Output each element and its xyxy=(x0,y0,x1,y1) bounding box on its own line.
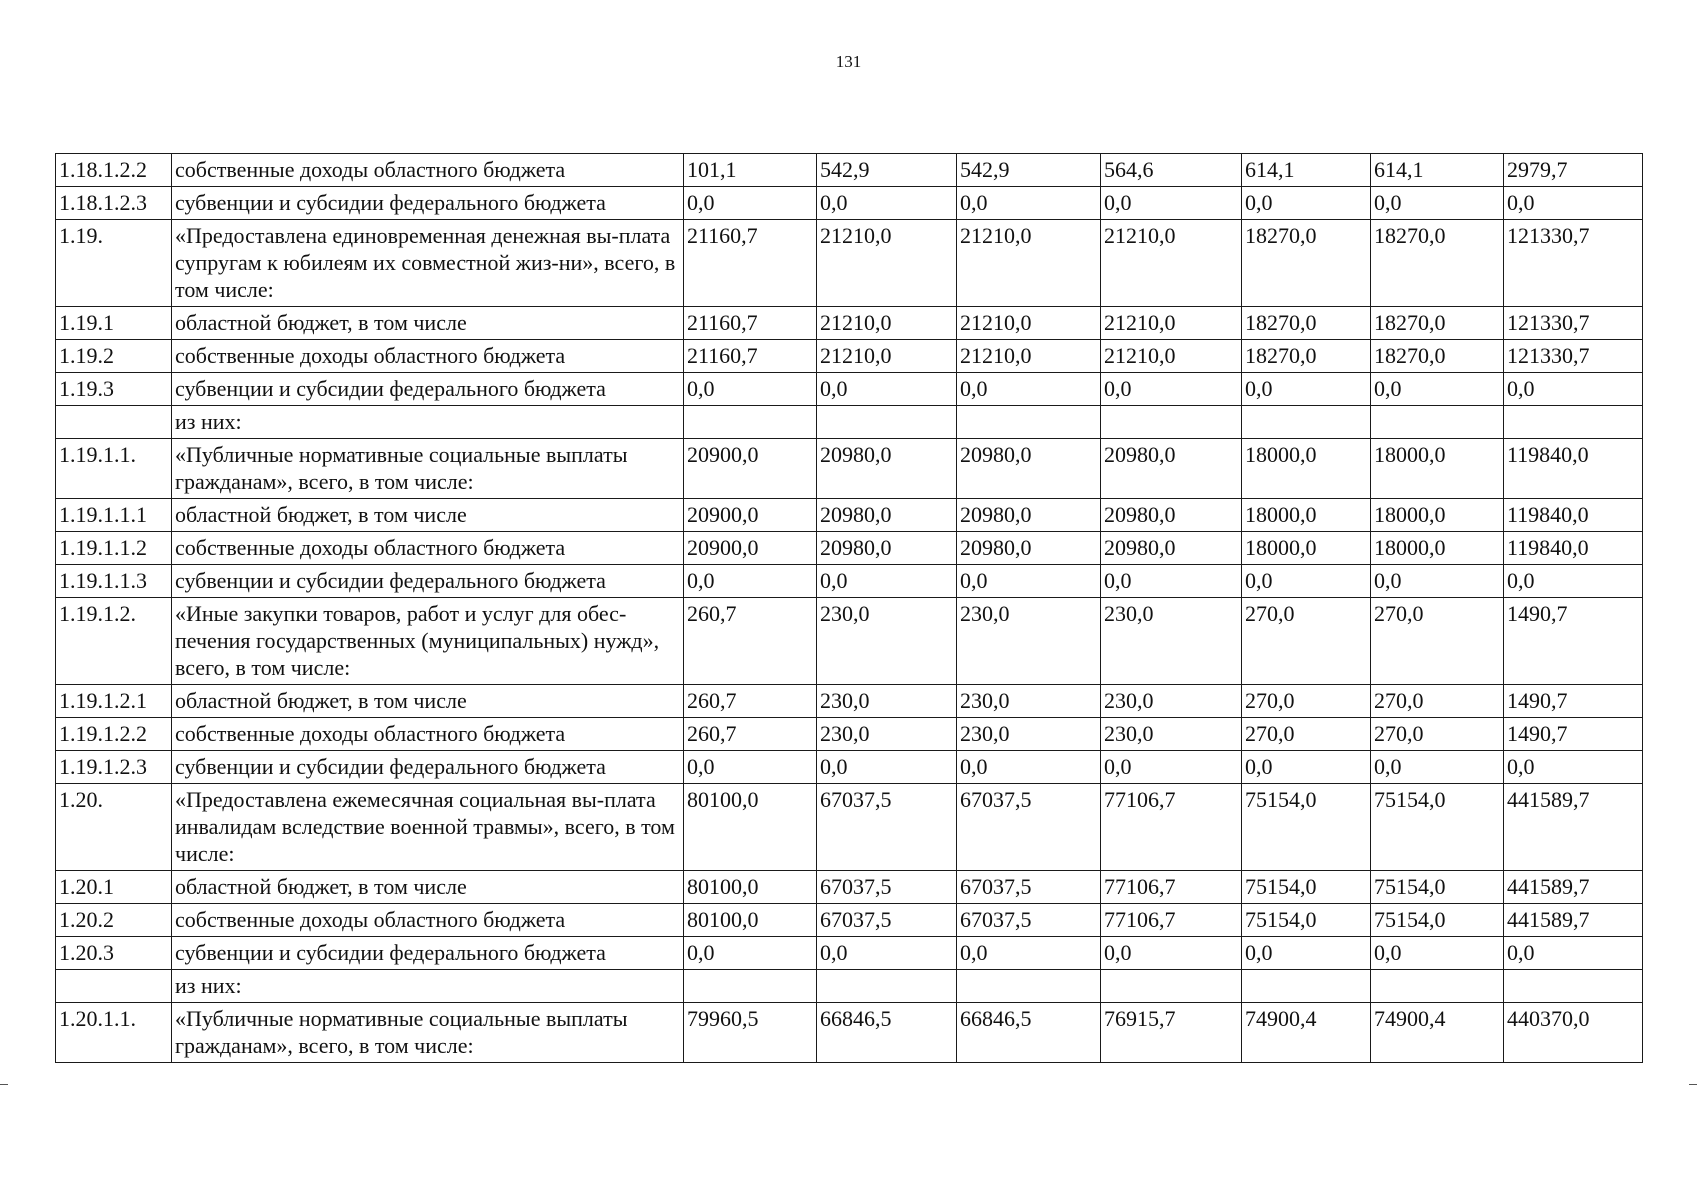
table-row xyxy=(56,499,1643,532)
row-description: областной бюджет, в том числе xyxy=(172,685,684,718)
row-code: 1.19.1.2.1 xyxy=(56,685,172,718)
row-value-4: 0,0 xyxy=(1101,187,1242,220)
row-value-4: 21210,0 xyxy=(1101,307,1242,340)
row-value-1: 0,0 xyxy=(684,565,817,598)
row-value-1: 0,0 xyxy=(684,187,817,220)
row-value-7: 119840,0 xyxy=(1504,499,1643,532)
row-value-3: 20980,0 xyxy=(957,532,1101,565)
row-value-6: 18270,0 xyxy=(1371,307,1504,340)
row-value-2: 66846,5 xyxy=(817,1003,957,1063)
row-value-3: 66846,5 xyxy=(957,1003,1101,1063)
row-value-2 xyxy=(817,970,957,1003)
row-value-5: 270,0 xyxy=(1242,685,1371,718)
row-value-2: 230,0 xyxy=(817,685,957,718)
row-value-5: 18000,0 xyxy=(1242,532,1371,565)
row-description: областной бюджет, в том числе xyxy=(172,871,684,904)
row-description: областной бюджет, в том числе xyxy=(172,499,684,532)
row-value-2: 21210,0 xyxy=(817,307,957,340)
row-code: 1.19.3 xyxy=(56,373,172,406)
row-code: 1.19.1 xyxy=(56,307,172,340)
row-value-5: 614,1 xyxy=(1242,154,1371,187)
row-value-2: 67037,5 xyxy=(817,904,957,937)
row-value-6 xyxy=(1371,970,1504,1003)
row-value-4: 77106,7 xyxy=(1101,904,1242,937)
row-value-3: 0,0 xyxy=(957,751,1101,784)
row-code: 1.19.1.2.2 xyxy=(56,718,172,751)
row-value-3: 0,0 xyxy=(957,187,1101,220)
row-value-2: 67037,5 xyxy=(817,871,957,904)
row-value-2: 230,0 xyxy=(817,718,957,751)
row-value-4: 21210,0 xyxy=(1101,340,1242,373)
row-value-6: 75154,0 xyxy=(1371,904,1504,937)
budget-table xyxy=(55,153,1643,1063)
right-margin-mark xyxy=(1689,1084,1697,1085)
table-row xyxy=(56,439,1643,499)
row-value-6: 0,0 xyxy=(1371,751,1504,784)
row-value-4: 0,0 xyxy=(1101,373,1242,406)
row-value-5: 18000,0 xyxy=(1242,499,1371,532)
row-value-5: 18270,0 xyxy=(1242,340,1371,373)
row-value-4: 230,0 xyxy=(1101,685,1242,718)
row-value-2: 21210,0 xyxy=(817,340,957,373)
row-value-5: 75154,0 xyxy=(1242,871,1371,904)
table-row xyxy=(56,937,1643,970)
row-value-1: 260,7 xyxy=(684,685,817,718)
page-number: 131 xyxy=(835,52,862,71)
row-value-1: 0,0 xyxy=(684,937,817,970)
row-code: 1.20. xyxy=(56,784,172,871)
row-value-1: 20900,0 xyxy=(684,499,817,532)
row-value-5: 74900,4 xyxy=(1242,1003,1371,1063)
row-value-1: 79960,5 xyxy=(684,1003,817,1063)
row-value-2: 67037,5 xyxy=(817,784,957,871)
table-row xyxy=(56,220,1643,307)
row-description: субвенции и субсидии федерального бюджета xyxy=(172,187,684,220)
row-description: «Предоставлена ежемесячная социальная вы-плата инвалидам вследствие военной травмы», всего, в том числе: xyxy=(172,784,684,871)
row-description: из них: xyxy=(172,406,684,439)
row-value-7: 0,0 xyxy=(1504,565,1643,598)
row-value-4: 20980,0 xyxy=(1101,439,1242,499)
row-value-7: 441589,7 xyxy=(1504,871,1643,904)
row-description: «Предоставлена единовременная денежная вы-плата супругам к юбилеям их совместной жиз-ни», всего, в том числе: xyxy=(172,220,684,307)
table-row xyxy=(56,970,1643,1003)
row-value-4 xyxy=(1101,406,1242,439)
row-value-2: 20980,0 xyxy=(817,532,957,565)
row-value-7: 121330,7 xyxy=(1504,220,1643,307)
table-row xyxy=(56,340,1643,373)
row-value-4: 0,0 xyxy=(1101,565,1242,598)
row-value-5: 270,0 xyxy=(1242,598,1371,685)
row-value-1: 101,1 xyxy=(684,154,817,187)
row-value-1: 80100,0 xyxy=(684,904,817,937)
row-value-3: 0,0 xyxy=(957,565,1101,598)
row-value-7: 1490,7 xyxy=(1504,598,1643,685)
row-value-5: 18000,0 xyxy=(1242,439,1371,499)
row-value-5: 270,0 xyxy=(1242,718,1371,751)
row-value-3: 230,0 xyxy=(957,718,1101,751)
row-value-3: 21210,0 xyxy=(957,340,1101,373)
row-code: 1.18.1.2.2 xyxy=(56,154,172,187)
row-code: 1.19.1.1.2 xyxy=(56,532,172,565)
row-value-1 xyxy=(684,406,817,439)
row-value-3: 20980,0 xyxy=(957,439,1101,499)
table-row xyxy=(56,685,1643,718)
row-value-6: 0,0 xyxy=(1371,937,1504,970)
row-code: 1.18.1.2.3 xyxy=(56,187,172,220)
row-value-1: 20900,0 xyxy=(684,532,817,565)
row-value-6 xyxy=(1371,406,1504,439)
left-margin-mark xyxy=(0,1084,8,1085)
row-code: 1.19.1.1.3 xyxy=(56,565,172,598)
row-value-7: 1490,7 xyxy=(1504,685,1643,718)
row-description: «Публичные нормативные социальные выплаты гражданам», всего, в том числе: xyxy=(172,439,684,499)
row-code: 1.19.2 xyxy=(56,340,172,373)
row-value-2: 20980,0 xyxy=(817,439,957,499)
row-value-3: 67037,5 xyxy=(957,904,1101,937)
row-value-3: 21210,0 xyxy=(957,220,1101,307)
table-row xyxy=(56,565,1643,598)
row-value-1: 260,7 xyxy=(684,718,817,751)
row-value-1: 21160,7 xyxy=(684,220,817,307)
row-value-7 xyxy=(1504,406,1643,439)
row-value-5: 0,0 xyxy=(1242,937,1371,970)
row-value-7: 0,0 xyxy=(1504,187,1643,220)
row-value-1: 0,0 xyxy=(684,373,817,406)
row-value-6: 74900,4 xyxy=(1371,1003,1504,1063)
row-description: собственные доходы областного бюджета xyxy=(172,154,684,187)
row-value-4: 20980,0 xyxy=(1101,532,1242,565)
row-value-5: 0,0 xyxy=(1242,751,1371,784)
row-value-6: 75154,0 xyxy=(1371,784,1504,871)
row-value-4: 564,6 xyxy=(1101,154,1242,187)
row-value-2: 230,0 xyxy=(817,598,957,685)
row-value-6: 270,0 xyxy=(1371,718,1504,751)
row-value-6: 18000,0 xyxy=(1371,499,1504,532)
table-row xyxy=(56,598,1643,685)
row-value-5: 18270,0 xyxy=(1242,307,1371,340)
row-value-2: 0,0 xyxy=(817,751,957,784)
row-value-6: 18270,0 xyxy=(1371,340,1504,373)
row-value-7: 1490,7 xyxy=(1504,718,1643,751)
table-row xyxy=(56,784,1643,871)
row-value-3: 0,0 xyxy=(957,373,1101,406)
row-code: 1.20.1 xyxy=(56,871,172,904)
row-value-7: 119840,0 xyxy=(1504,532,1643,565)
row-value-6: 75154,0 xyxy=(1371,871,1504,904)
row-value-7: 119840,0 xyxy=(1504,439,1643,499)
row-value-1 xyxy=(684,970,817,1003)
row-code: 1.19. xyxy=(56,220,172,307)
row-description: «Иные закупки товаров, работ и услуг для обес-печения государственных (муниципальных) нужд», всего, в том числе: xyxy=(172,598,684,685)
table-row xyxy=(56,187,1643,220)
row-value-4: 77106,7 xyxy=(1101,871,1242,904)
table-row xyxy=(56,532,1643,565)
row-value-3: 20980,0 xyxy=(957,499,1101,532)
table-row xyxy=(56,751,1643,784)
row-code: 1.19.1.1. xyxy=(56,439,172,499)
row-code xyxy=(56,970,172,1003)
table-row xyxy=(56,904,1643,937)
table-body xyxy=(56,154,1643,1063)
row-value-5 xyxy=(1242,406,1371,439)
row-value-1: 260,7 xyxy=(684,598,817,685)
row-code: 1.20.3 xyxy=(56,937,172,970)
row-code: 1.20.1.1. xyxy=(56,1003,172,1063)
row-value-7: 121330,7 xyxy=(1504,340,1643,373)
row-value-2: 542,9 xyxy=(817,154,957,187)
row-value-3: 230,0 xyxy=(957,598,1101,685)
row-value-2 xyxy=(817,406,957,439)
row-value-3: 0,0 xyxy=(957,937,1101,970)
row-value-4: 20980,0 xyxy=(1101,499,1242,532)
table-row xyxy=(56,871,1643,904)
row-value-6: 614,1 xyxy=(1371,154,1504,187)
row-value-3 xyxy=(957,970,1101,1003)
table-row xyxy=(56,1003,1643,1063)
row-value-5 xyxy=(1242,970,1371,1003)
row-value-2: 21210,0 xyxy=(817,220,957,307)
row-value-5: 0,0 xyxy=(1242,565,1371,598)
row-value-7: 2979,7 xyxy=(1504,154,1643,187)
row-value-6: 270,0 xyxy=(1371,598,1504,685)
row-value-4: 230,0 xyxy=(1101,598,1242,685)
row-value-3: 67037,5 xyxy=(957,871,1101,904)
row-value-6: 18000,0 xyxy=(1371,532,1504,565)
row-value-4: 0,0 xyxy=(1101,937,1242,970)
row-value-2: 0,0 xyxy=(817,373,957,406)
row-code xyxy=(56,406,172,439)
row-description: собственные доходы областного бюджета xyxy=(172,904,684,937)
row-code: 1.19.1.2.3 xyxy=(56,751,172,784)
row-value-7: 441589,7 xyxy=(1504,784,1643,871)
row-value-7: 441589,7 xyxy=(1504,904,1643,937)
row-value-5: 75154,0 xyxy=(1242,904,1371,937)
row-code: 1.19.1.1.1 xyxy=(56,499,172,532)
row-value-7: 440370,0 xyxy=(1504,1003,1643,1063)
row-value-1: 21160,7 xyxy=(684,307,817,340)
row-value-2: 0,0 xyxy=(817,937,957,970)
row-value-1: 0,0 xyxy=(684,751,817,784)
row-value-4 xyxy=(1101,970,1242,1003)
row-value-4: 76915,7 xyxy=(1101,1003,1242,1063)
row-value-3: 542,9 xyxy=(957,154,1101,187)
row-value-1: 21160,7 xyxy=(684,340,817,373)
table-row xyxy=(56,406,1643,439)
row-value-7: 121330,7 xyxy=(1504,307,1643,340)
row-description: субвенции и субсидии федерального бюджета xyxy=(172,751,684,784)
row-description: областной бюджет, в том числе xyxy=(172,307,684,340)
row-value-5: 18270,0 xyxy=(1242,220,1371,307)
row-description: из них: xyxy=(172,970,684,1003)
row-description: субвенции и субсидии федерального бюджета xyxy=(172,373,684,406)
row-value-1: 80100,0 xyxy=(684,784,817,871)
row-value-4: 0,0 xyxy=(1101,751,1242,784)
row-description: собственные доходы областного бюджета xyxy=(172,532,684,565)
row-value-5: 0,0 xyxy=(1242,187,1371,220)
row-description: субвенции и субсидии федерального бюджета xyxy=(172,565,684,598)
row-value-7: 0,0 xyxy=(1504,937,1643,970)
row-value-3: 67037,5 xyxy=(957,784,1101,871)
row-value-7: 0,0 xyxy=(1504,373,1643,406)
row-value-5: 75154,0 xyxy=(1242,784,1371,871)
row-code: 1.20.2 xyxy=(56,904,172,937)
row-value-1: 20900,0 xyxy=(684,439,817,499)
row-value-3 xyxy=(957,406,1101,439)
row-value-3: 21210,0 xyxy=(957,307,1101,340)
row-value-4: 21210,0 xyxy=(1101,220,1242,307)
row-value-6: 270,0 xyxy=(1371,685,1504,718)
row-value-7: 0,0 xyxy=(1504,751,1643,784)
table-row xyxy=(56,154,1643,187)
row-value-6: 18000,0 xyxy=(1371,439,1504,499)
row-value-5: 0,0 xyxy=(1242,373,1371,406)
row-description: собственные доходы областного бюджета xyxy=(172,340,684,373)
row-value-2: 0,0 xyxy=(817,565,957,598)
row-value-3: 230,0 xyxy=(957,685,1101,718)
table-row xyxy=(56,718,1643,751)
row-value-6: 0,0 xyxy=(1371,187,1504,220)
row-value-2: 0,0 xyxy=(817,187,957,220)
row-code: 1.19.1.2. xyxy=(56,598,172,685)
row-value-4: 230,0 xyxy=(1101,718,1242,751)
row-value-1: 80100,0 xyxy=(684,871,817,904)
row-description: «Публичные нормативные социальные выплаты гражданам», всего, в том числе: xyxy=(172,1003,684,1063)
table-row xyxy=(56,373,1643,406)
row-value-4: 77106,7 xyxy=(1101,784,1242,871)
row-value-6: 0,0 xyxy=(1371,373,1504,406)
row-value-2: 20980,0 xyxy=(817,499,957,532)
table-row xyxy=(56,307,1643,340)
row-description: субвенции и субсидии федерального бюджета xyxy=(172,937,684,970)
row-value-6: 18270,0 xyxy=(1371,220,1504,307)
row-value-7 xyxy=(1504,970,1643,1003)
row-value-6: 0,0 xyxy=(1371,565,1504,598)
row-description: собственные доходы областного бюджета xyxy=(172,718,684,751)
